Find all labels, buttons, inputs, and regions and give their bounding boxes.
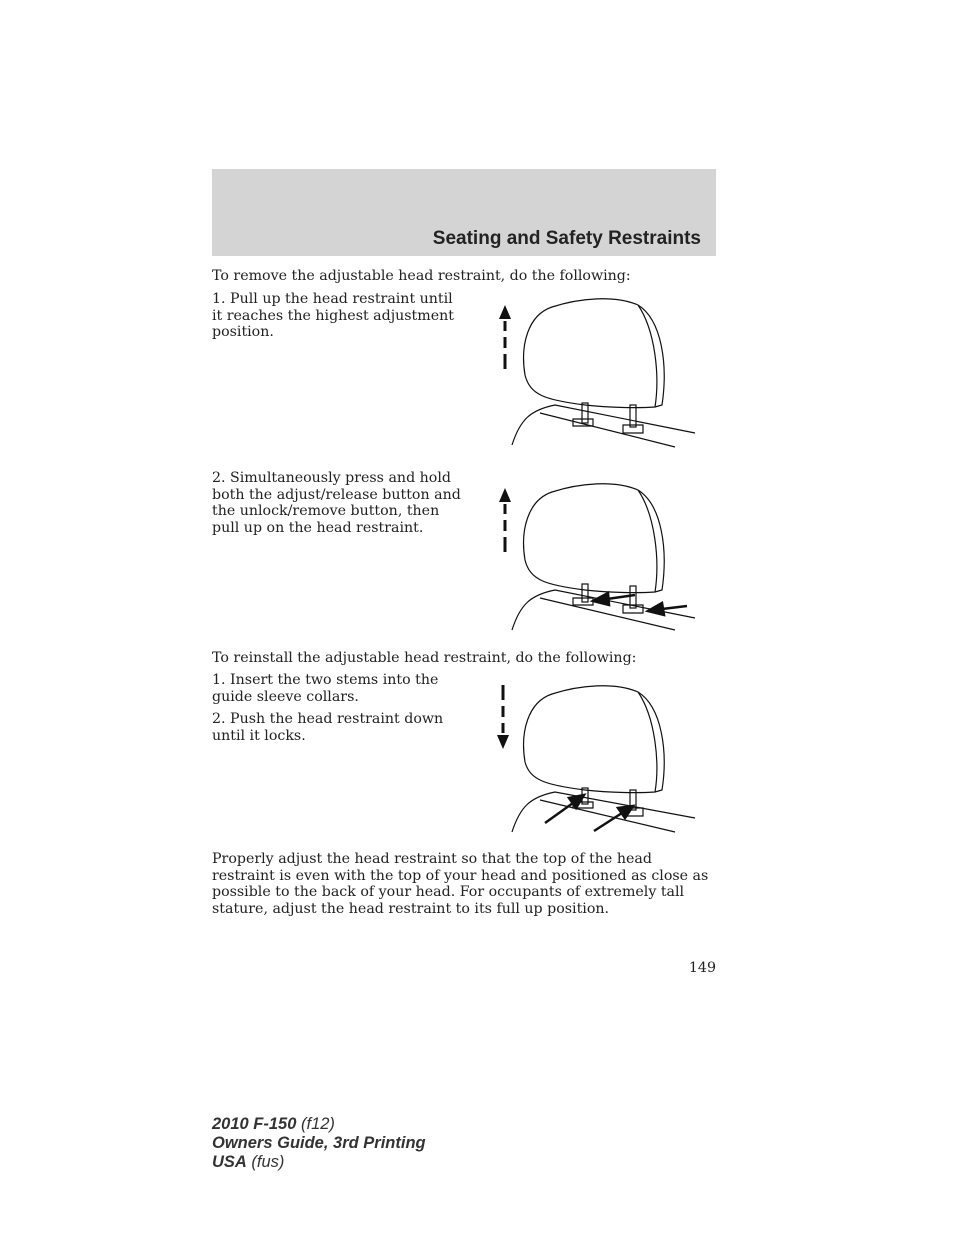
section-title: Seating and Safety Restraints [432,228,701,249]
figure-head-restraint-pull-up [490,295,705,455]
insert-arrow-icon [594,806,633,831]
press-arrow-icon [593,593,635,605]
section-header-band [212,169,716,256]
remove-step-2: 2. Simultaneously press and hold both the adjust/release button and the unlock/remove button, then pull up on the head restraint. [212,470,461,536]
document-footer [212,1115,426,1172]
figure-head-restraint-push-down [490,680,705,840]
remove-intro: To remove the adjustable head restraint, do the following: [212,268,631,284]
up-arrow-icon [499,305,511,369]
footer-line-model: 2010 F-150 (f12) [212,1115,335,1133]
up-arrow-icon [499,488,511,552]
footer-line-edition: Owners Guide, 3rd Printing [212,1134,426,1152]
reinstall-step-1: 1. Insert the two stems into the guide sleeve collars. [212,672,439,705]
press-arrow-icon [648,603,687,615]
remove-step-1: 1. Pull up the head restraint until it reaches the highest adjustment position. [212,291,454,341]
reinstall-intro: To reinstall the adjustable head restraint, do the following: [212,650,637,666]
figure-head-restraint-press-buttons [490,478,705,638]
down-arrow-icon [497,685,509,749]
adjustment-advice: Properly adjust the head restraint so that the top of the head restraint is even with the top of your head and positioned as close as possible to the back of your head. For occupants of extremely tall stature, adjust the head restraint to its full up position. [212,851,709,917]
page-number: 149 [688,960,716,976]
reinstall-step-2: 2. Push the head restraint down until it locks. [212,711,444,744]
footer-line-region: USA (fus) [212,1153,285,1171]
